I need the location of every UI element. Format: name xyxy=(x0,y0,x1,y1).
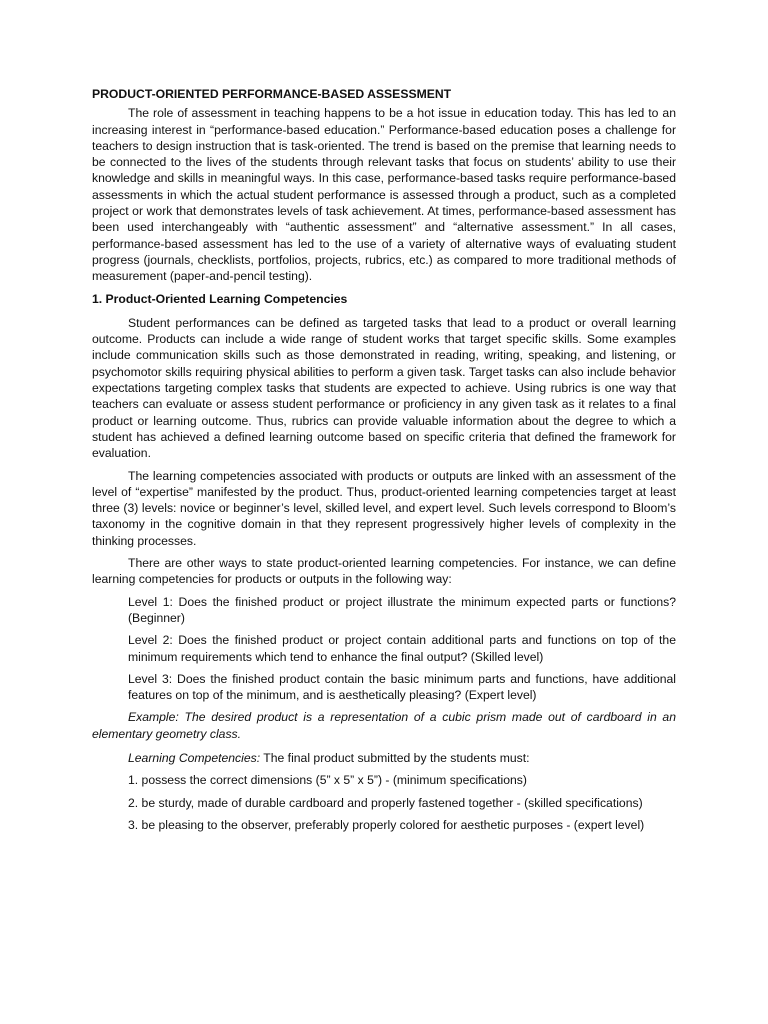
list-item: 2. be sturdy, made of durable cardboard and properly fastened together - (skilled specifications) xyxy=(128,795,643,810)
list-item: 3. be pleasing to the observer, preferably properly colored for aesthetic purposes - (expert level) xyxy=(128,817,645,832)
level-2: Level 2: Does the finished product or project contain additional parts and functions on top of the minimum requirements which tend to enhance the final output? (Skilled level) xyxy=(128,633,676,664)
learning-competencies-label: Learning Competencies: xyxy=(128,750,261,765)
learning-competencies-text: The final product submitted by the students must: xyxy=(260,750,530,765)
level-1: Level 1: Does the finished product or project illustrate the minimum expected parts or functions? (Beginner) xyxy=(128,594,676,625)
document-page xyxy=(92,86,676,839)
learning-competencies-line xyxy=(128,750,676,766)
section-paragraph-3: There are other ways to state product-oriented learning competencies. For instance, we can define learning competencies for products or outputs in the following way: xyxy=(92,556,676,587)
section-paragraph-2: The learning competencies associated with products or outputs are linked with an assessment of the level of “expertise” manifested by the product. Thus, product-oriented learning competencies target at least three (3) levels: novice or beginner’s level, skilled level, and expert level. Such levels correspond to Bloom’s taxonomy in the cognitive domain in that they represent progressively higher levels of complexity in the thinking processes. xyxy=(92,468,676,548)
document-title: PRODUCT-ORIENTED PERFORMANCE-BASED ASSESSMENT xyxy=(92,87,452,101)
requirements-list xyxy=(92,772,676,833)
section-paragraph-1: Student performances can be defined as targeted tasks that lead to a product or overall learning outcome. Products can include a wide range of student works that target specific skills. Some examples include communication skills such as those demonstrated in reading, writing, speaking, and listening, or psychomotor skills requiring physical abilities to perform a given task. Target tasks can also include behavior expectations targeting complex tasks that students are expected to achieve. Using rubrics is one way that teachers can evaluate or assess student performance or proficiency in any given task as it relates to a final product or learning outcome. Thus, rubrics can provide valuable information about the degree to which a student has achieved a defined learning outcome based on specific criteria that defined the framework for evaluation. xyxy=(92,315,676,461)
level-3: Level 3: Does the finished product contain the basic minimum parts and functions, have additional features on top of the minimum, and is aesthetically pleasing? (Expert level) xyxy=(128,671,676,703)
example-text: Example: The desired product is a representation of a cubic prism made out of cardboard in an elementary geometry class. xyxy=(92,710,676,741)
intro-paragraph: The role of assessment in teaching happens to be a hot issue in education today. This has led to an increasing interest in “performance-based education.” Performance-based education poses a challenge for teachers to design instruction that is task-oriented. The trend is based on the premise that learning needs to be connected to the lives of the students through relevant tasks that focus on students’ ability to use their knowledge and skills in meaningful ways. In this case, performance-based tasks require performance-based assessments in which the actual student performance is assessed through a product, such as a completed project or work that demonstrates levels of task achievement. At times, performance-based assessment has been used interchangeably with “authentic assessment” and “alternative assessment.” In all cases, performance-based assessment has led to the use of a variety of alternative ways of evaluating student progress (journals, checklists, portfolios, projects, rubrics, etc.) as compared to more traditional methods of measurement (paper-and-pencil testing). xyxy=(92,106,676,284)
list-item: 1. possess the correct dimensions (5” x 5” x 5”) - (minimum specifications) xyxy=(128,773,527,788)
section-heading: 1. Product-Oriented Learning Competencies xyxy=(92,291,348,306)
